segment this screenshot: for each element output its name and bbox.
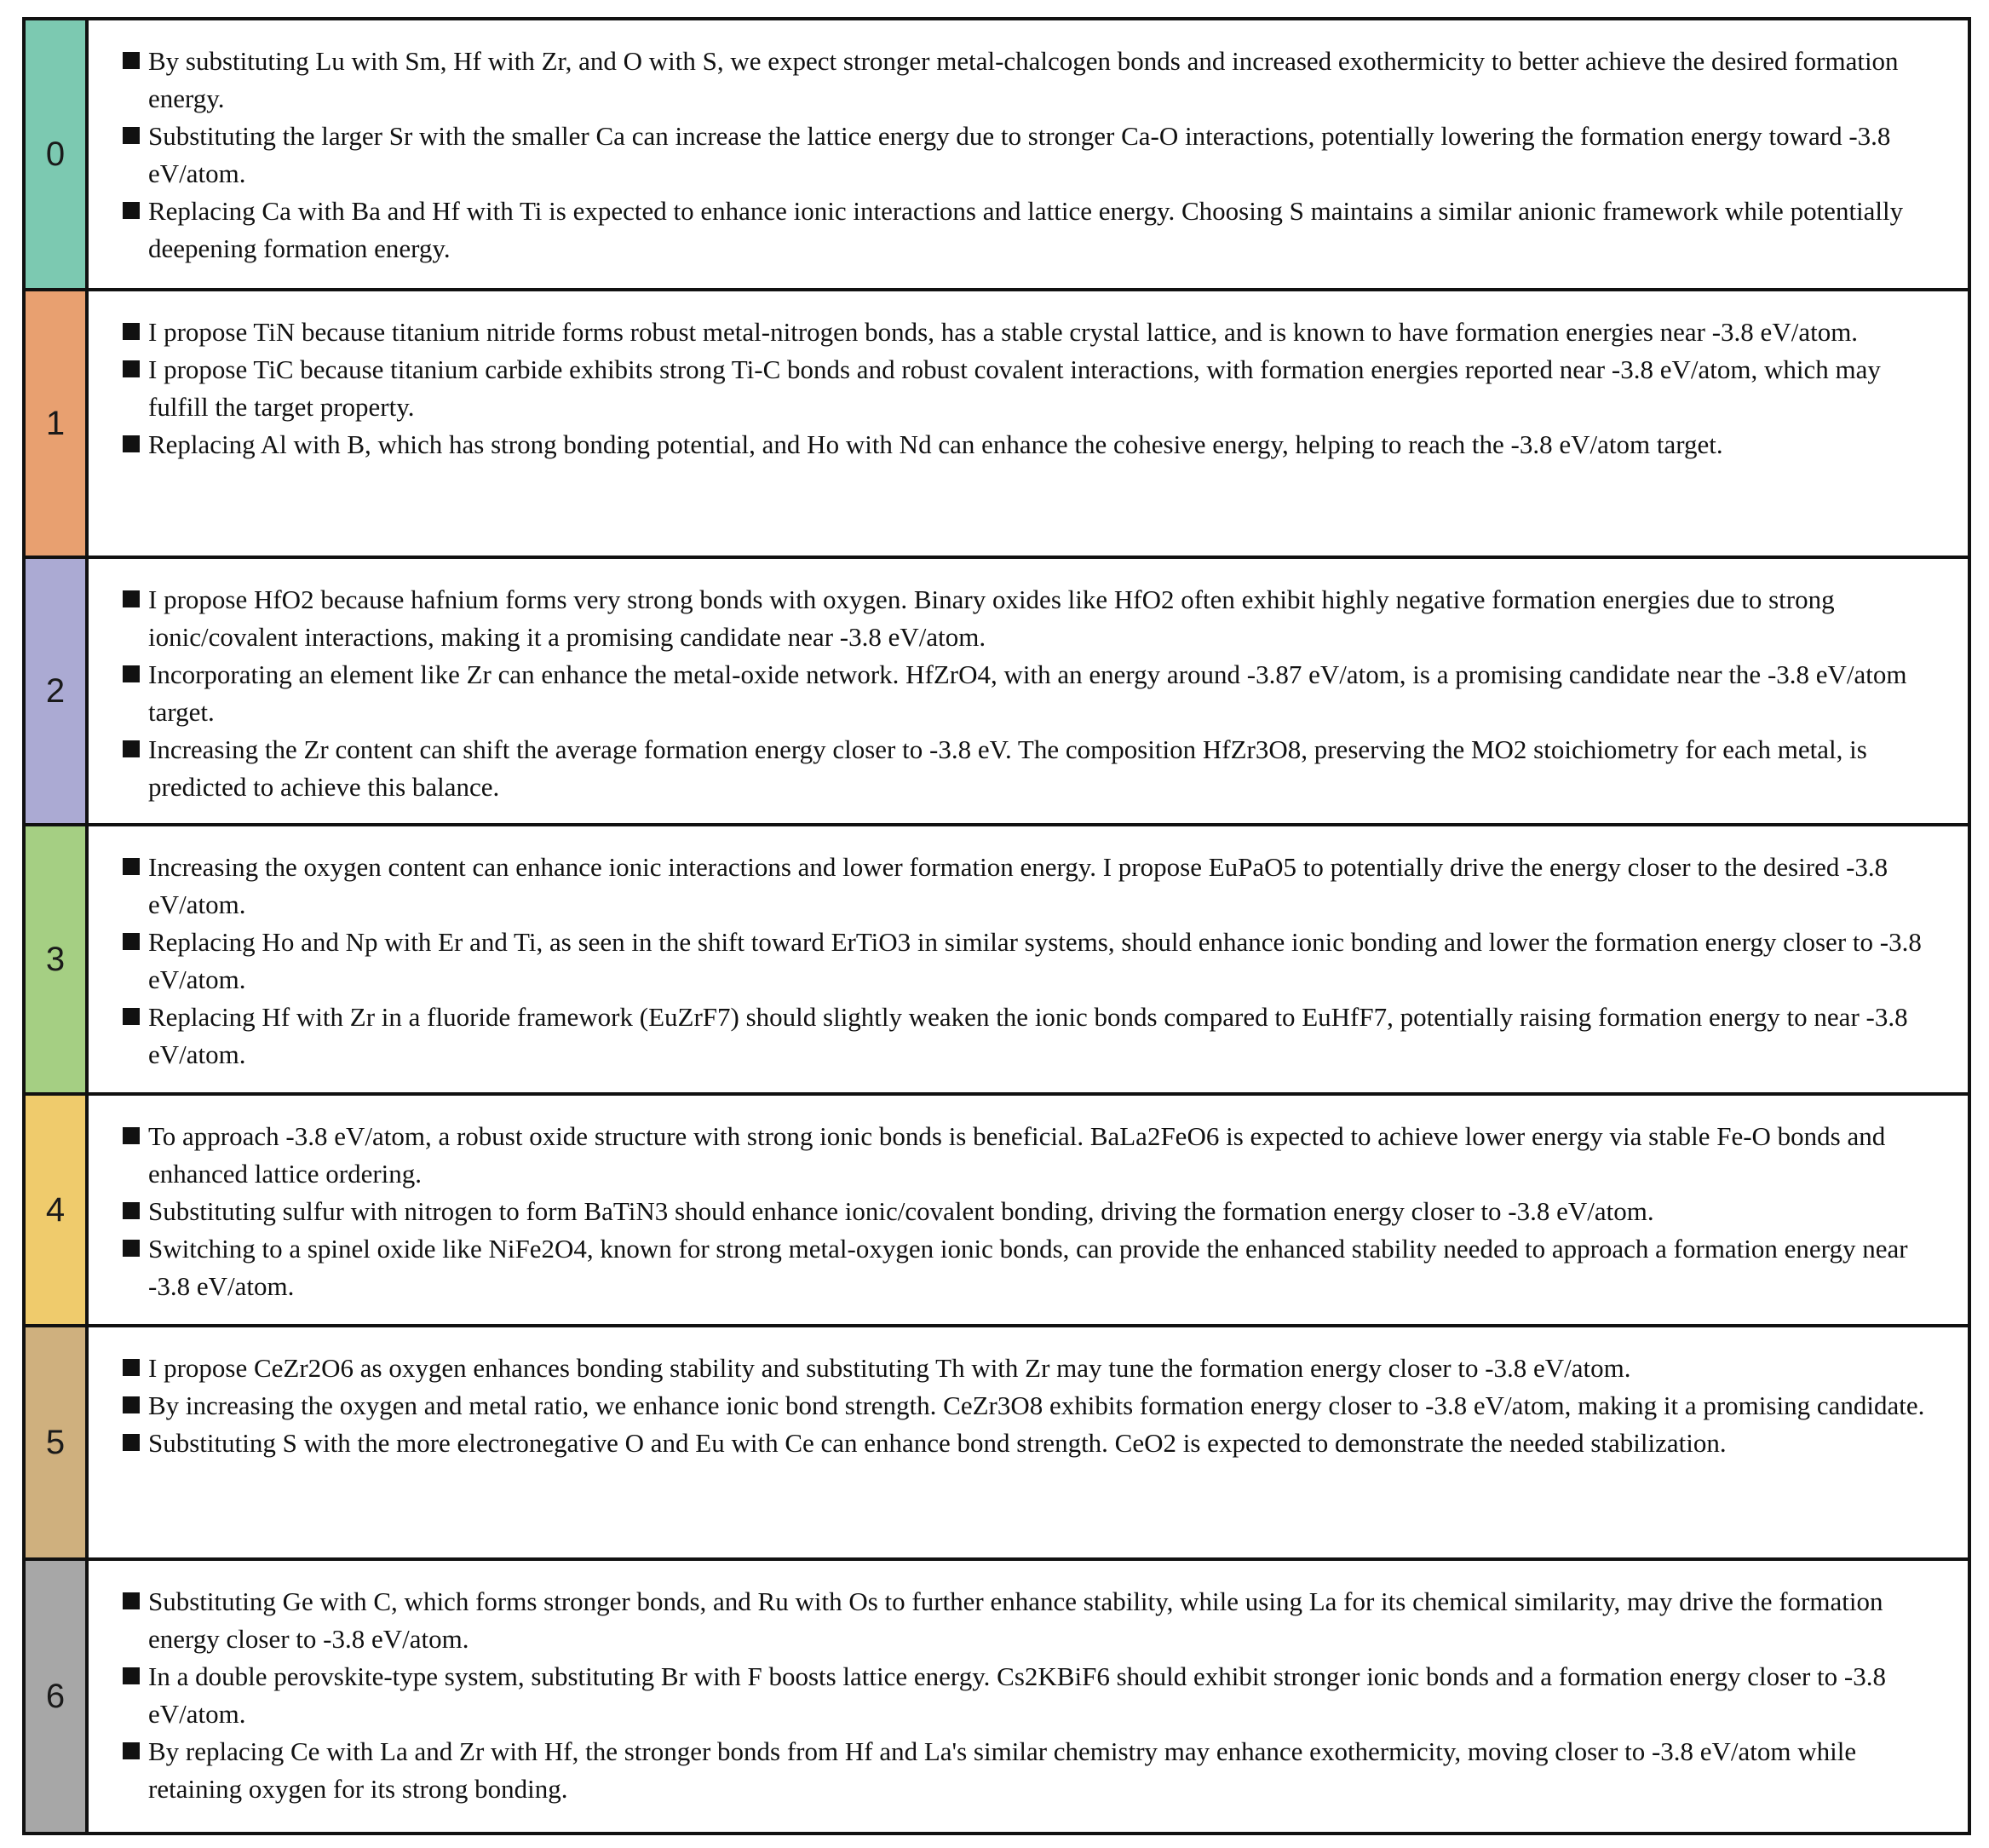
bullet-item: By replacing Ce with La and Zr with Hf, the stronger bonds from Hf and La's similar chemistry may enhance exothermicity, moving closer to -3.8 eV/atom while retaining oxygen for its strong bonding.: [121, 1733, 1942, 1808]
table-row-3: [26, 823, 1968, 1092]
table-row-2: [26, 556, 1968, 823]
row-index-label: 4: [45, 1190, 66, 1229]
bullet-item: Increasing the Zr content can shift the average formation energy closer to -3.8 eV. The composition HfZr3O8, preserving the MO2 stoichiometry for each metal, is predicted to achieve this balance.: [121, 731, 1942, 806]
bullet-item: Substituting the larger Sr with the smaller Ca can increase the lattice energy due to stronger Ca-O interactions, potentially lowering the formation energy toward -3.8 eV/atom.: [121, 118, 1942, 193]
table-row-0: [26, 20, 1968, 288]
row-content-cell: [89, 1561, 1968, 1832]
bullet-item: To approach -3.8 eV/atom, a robust oxide structure with strong ionic bonds is beneficial. BaLa2FeO6 is expected to achieve lower energy via stable Fe-O bonds and enhanced lattice ordering.: [121, 1118, 1942, 1193]
row-index-cell: [26, 1327, 89, 1557]
row-index-label: 2: [45, 671, 66, 710]
row-content-cell: [89, 1327, 1968, 1557]
bullet-item: Replacing Hf with Zr in a fluoride framework (EuZrF7) should slightly weaken the ionic bonds compared to EuHfF7, potentially raising formation energy to near -3.8 eV/atom.: [121, 999, 1942, 1074]
table-row-1: [26, 288, 1968, 556]
row-index-label: 0: [45, 135, 66, 173]
bullet-item: I propose CeZr2O6 as oxygen enhances bonding stability and substituting Th with Zr may tune the formation energy closer to -3.8 eV/atom.: [121, 1350, 1942, 1387]
row-content-cell: [89, 826, 1968, 1092]
row-content-cell: [89, 291, 1968, 556]
bullet-item: In a double perovskite-type system, substituting Br with F boosts lattice energy. Cs2KBiF6 should exhibit stronger ionic bonds and a formation energy closer to -3.8 eV/atom.: [121, 1658, 1942, 1733]
row-index-label: 6: [45, 1677, 66, 1715]
bullet-item: Replacing Ho and Np with Er and Ti, as seen in the shift toward ErTiO3 in similar systems, should enhance ionic bonding and lower the formation energy closer to -3.8 eV/atom.: [121, 924, 1942, 999]
row-index-cell: [26, 826, 89, 1092]
bullet-item: Substituting S with the more electronegative O and Eu with Ce can enhance bond strength. CeO2 is expected to demonstrate the needed stabilization.: [121, 1425, 1942, 1462]
row-content-cell: [89, 559, 1968, 823]
bullet-item: Replacing Ca with Ba and Hf with Ti is expected to enhance ionic interactions and lattice energy. Choosing S maintains a similar anionic framework while potentially deepening formation energy.: [121, 193, 1942, 268]
bullet-item: Incorporating an element like Zr can enhance the metal-oxide network. HfZrO4, with an energy around -3.87 eV/atom, is a promising candidate near the -3.8 eV/atom target.: [121, 656, 1942, 731]
results-table: [22, 17, 1971, 1835]
row-index-cell: [26, 1561, 89, 1832]
bullet-item: By increasing the oxygen and metal ratio, we enhance ionic bond strength. CeZr3O8 exhibits formation energy closer to -3.8 eV/atom, making it a promising candidate.: [121, 1387, 1942, 1425]
bullet-item: Increasing the oxygen content can enhance ionic interactions and lower formation energy. I propose EuPaO5 to potentially drive the energy closer to the desired -3.8 eV/atom.: [121, 849, 1942, 924]
bullet-item: Substituting Ge with C, which forms stronger bonds, and Ru with Os to further enhance stability, while using La for its chemical similarity, may drive the formation energy closer to -3.8 eV/atom.: [121, 1583, 1942, 1658]
bullet-item: Replacing Al with B, which has strong bonding potential, and Ho with Nd can enhance the cohesive energy, helping to reach the -3.8 eV/atom target.: [121, 426, 1942, 463]
row-index-label: 3: [45, 940, 66, 978]
row-content-cell: [89, 1096, 1968, 1324]
bullet-item: By substituting Lu with Sm, Hf with Zr, and O with S, we expect stronger metal-chalcogen bonds and increased exothermicity to better achieve the desired formation energy.: [121, 43, 1942, 118]
table-row-6: [26, 1557, 1968, 1832]
bullet-item: Substituting sulfur with nitrogen to form BaTiN3 should enhance ionic/covalent bonding, driving the formation energy closer to -3.8 eV/atom.: [121, 1193, 1942, 1230]
bullet-item: Switching to a spinel oxide like NiFe2O4, known for strong metal-oxygen ionic bonds, can provide the enhanced stability needed to approach a formation energy near -3.8 eV/atom.: [121, 1230, 1942, 1305]
row-index-cell: [26, 291, 89, 556]
bullet-item: I propose HfO2 because hafnium forms very strong bonds with oxygen. Binary oxides like HfO2 often exhibit highly negative formation energies due to strong ionic/covalent interactions, making it a promising candidate near -3.8 eV/atom.: [121, 581, 1942, 656]
row-index-label: 5: [45, 1423, 66, 1461]
row-index-cell: [26, 559, 89, 823]
row-index-cell: [26, 20, 89, 288]
bullet-item: I propose TiC because titanium carbide exhibits strong Ti-C bonds and robust covalent interactions, with formation energies reported near -3.8 eV/atom, which may fulfill the target property.: [121, 351, 1942, 426]
row-index-label: 1: [45, 404, 66, 442]
table-row-5: [26, 1324, 1968, 1557]
bullet-item: I propose TiN because titanium nitride forms robust metal-nitrogen bonds, has a stable crystal lattice, and is known to have formation energies near -3.8 eV/atom.: [121, 314, 1942, 351]
row-index-cell: [26, 1096, 89, 1324]
row-content-cell: [89, 20, 1968, 288]
table-row-4: [26, 1092, 1968, 1324]
